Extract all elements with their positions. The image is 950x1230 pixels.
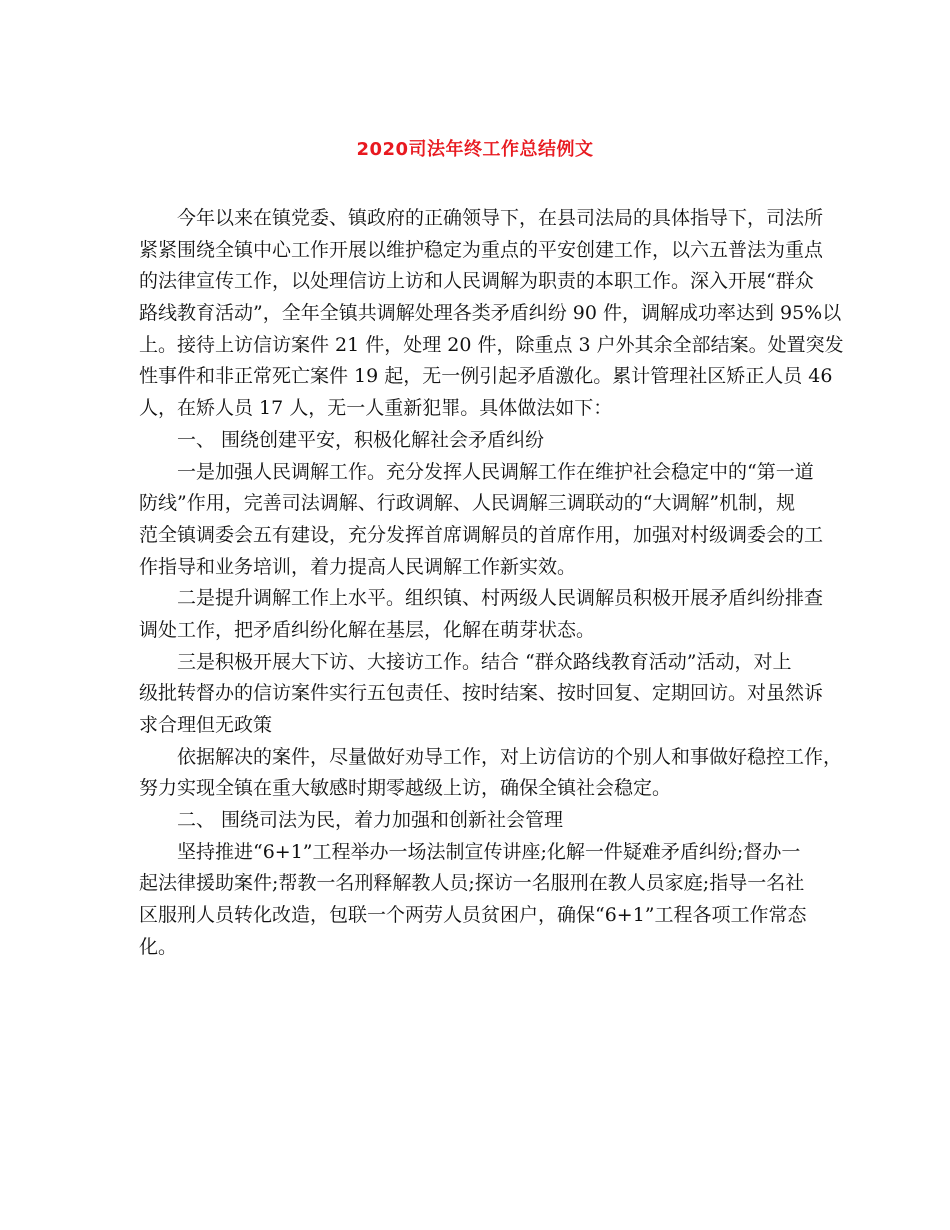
paragraph-line: 作指导和业务培训，着力提高人民调解工作新实效。 xyxy=(139,555,577,578)
paragraph-line: 坚持推进“6+1”工程举办一场法制宣传讲座;化解一件疑难矛盾纠纷;督办一 xyxy=(177,840,801,863)
paragraph-line: 求合理但无政策 xyxy=(139,714,273,736)
paragraph-line: 调处工作，把矛盾纠纷化解在基层，化解在萌芽状态。 xyxy=(139,618,596,641)
paragraph-line: 紧紧围绕全镇中心工作开展以维护稳定为重点的平安创建工作，以六五普法为重点 xyxy=(139,238,824,261)
paragraph-line: 性事件和非正常死亡案件 19 起，无一例引起矛盾激化。累计管理社区矫正人员 46 xyxy=(139,365,833,388)
section-heading: 二、 围绕司法为民，着力加强和创新社会管理 xyxy=(177,809,564,832)
paragraph-line: 依据解决的案件，尽量做好劝导工作，对上访信访的个别人和事做好稳控工作， xyxy=(177,745,843,768)
paragraph-line: 路线教育活动”，全年全镇共调解处理各类矛盾纠纷 90 件，调解成功率达到 95%以 xyxy=(139,302,842,325)
paragraph-line: 起法律援助案件;帮教一名刑释解教人员;探访一名服刑在教人员家庭;指导一名社 xyxy=(139,872,805,895)
section-heading: 一、 围绕创建平安，积极化解社会矛盾纠纷 xyxy=(177,428,545,451)
document-title: 2020司法年终工作总结例文 xyxy=(356,139,594,160)
paragraph-line: 今年以来在镇党委、镇政府的正确领导下，在县司法局的具体指导下，司法所 xyxy=(177,207,824,229)
paragraph-line: 化。 xyxy=(139,935,178,958)
paragraph-line: 二是提升调解工作上水平。组织镇、村两级人民调解员积极开展矛盾纠纷排查 xyxy=(177,587,824,610)
paragraph-line: 的法律宣传工作，以处理信访上访和人民调解为职责的本职工作。深入开展“群众 xyxy=(139,270,814,293)
paragraph-line: 防线”作用，完善司法调解、行政调解、人民调解三调联动的“大调解”机制，规 xyxy=(139,492,796,515)
paragraph-line: 人，在矫人员 17 人，无一人重新犯罪。具体做法如下： xyxy=(139,397,613,420)
paragraph-line: 三是积极开展大下访、大接访工作。结合 “群众路线教育活动”活动，对上 xyxy=(177,650,792,673)
paragraph-line: 区服刑人员转化改造，包联一个两劳人员贫困户，确保“6+1”工程各项工作常态 xyxy=(139,904,807,927)
paragraph-line: 上。接待上访信访案件 21 件，处理 20 件，除重点 3 户外其余全部结案。处置突发 xyxy=(139,333,844,356)
paragraph-line: 范全镇调委会五有建设，充分发挥首席调解员的首席作用，加强对村级调委会的工 xyxy=(139,523,824,546)
paragraph-line: 努力实现全镇在重大敏感时期零越级上访，确保全镇社会稳定。 xyxy=(139,777,672,800)
paragraph-line: 一是加强人民调解工作。充分发挥人民调解工作在维护社会稳定中的“第一道 xyxy=(177,460,814,483)
paragraph-line: 级批转督办的信访案件实行五包责任、按时结案、按时回复、定期回访。对虽然诉 xyxy=(139,682,824,705)
document-body xyxy=(139,203,844,964)
